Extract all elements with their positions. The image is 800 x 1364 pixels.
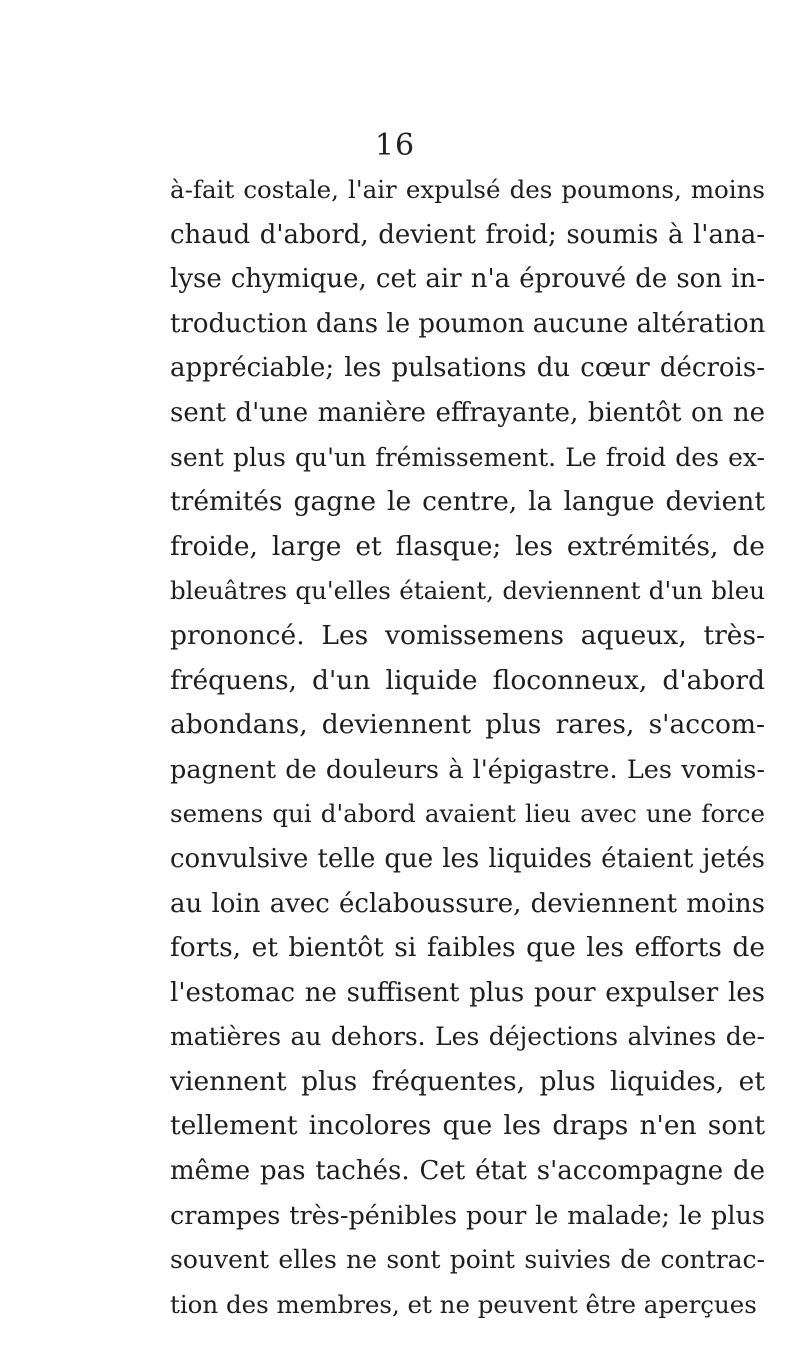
text-line: troduction dans le poumon aucune altération — [170, 308, 766, 339]
text-line: chaud d'abord, devient froid; soumis à l'ana- — [170, 219, 765, 250]
page-number: 16 — [374, 128, 416, 163]
text-line: tellement incolores que les draps n'en sont — [170, 1110, 765, 1142]
text-line: souvent elles ne sont point suivies de contrac- — [170, 1245, 765, 1275]
text-line: tion des membres, et ne peuvent être aperçues — [170, 1289, 757, 1319]
text-line: froide, large et flasque; les extrémités, de — [170, 530, 765, 562]
text-line: trémités gagne le centre, la langue devient — [170, 486, 765, 518]
text-line: fréquens, d'un liquide floconneux, d'abord — [170, 664, 765, 696]
text-line: viennent plus fréquentes, plus liquides, et — [170, 1065, 765, 1097]
text-line: appréciable; les pulsations du cœur décrois- — [170, 353, 765, 384]
text-line: convulsive telle que les liquides étaient jetés — [170, 843, 765, 874]
text-line: forts, et bientôt si faibles que les efforts de — [170, 932, 765, 964]
text-line: sent plus qu'un frémissement. Le froid des ex- — [170, 442, 765, 472]
text-line: sent d'une manière effrayante, bientôt on ne — [170, 397, 765, 428]
text-line: semens qui d'abord avaient lieu avec une force — [170, 799, 765, 829]
text-line: pagnent de douleurs à l'épigastre. Les vomis- — [170, 754, 765, 785]
text-line: prononcé. Les vomissemens aqueux, très- — [170, 619, 765, 651]
text-line: au loin avec éclaboussure, deviennent moins — [170, 888, 765, 919]
text-line: abondans, deviennent plus rares, s'accom- — [170, 709, 765, 741]
text-line: bleuâtres qu'elles étaient, deviennent d'un bleu — [170, 576, 765, 606]
text-line: l'estomac ne suffisent plus pour expulser les — [170, 977, 765, 1008]
text-line: matières au dehors. Les déjections alvines de- — [170, 1022, 765, 1052]
text-line: à-fait costale, l'air expulsé des poumons, moins — [170, 175, 765, 204]
text-line: crampes très-pénibles pour le malade; le plus — [170, 1200, 765, 1231]
text-line: même pas tachés. Cet état s'accompagne de — [170, 1156, 765, 1187]
text-line: lyse chymique, cet air n'a éprouvé de son in- — [170, 264, 765, 295]
body-text — [170, 168, 765, 1327]
